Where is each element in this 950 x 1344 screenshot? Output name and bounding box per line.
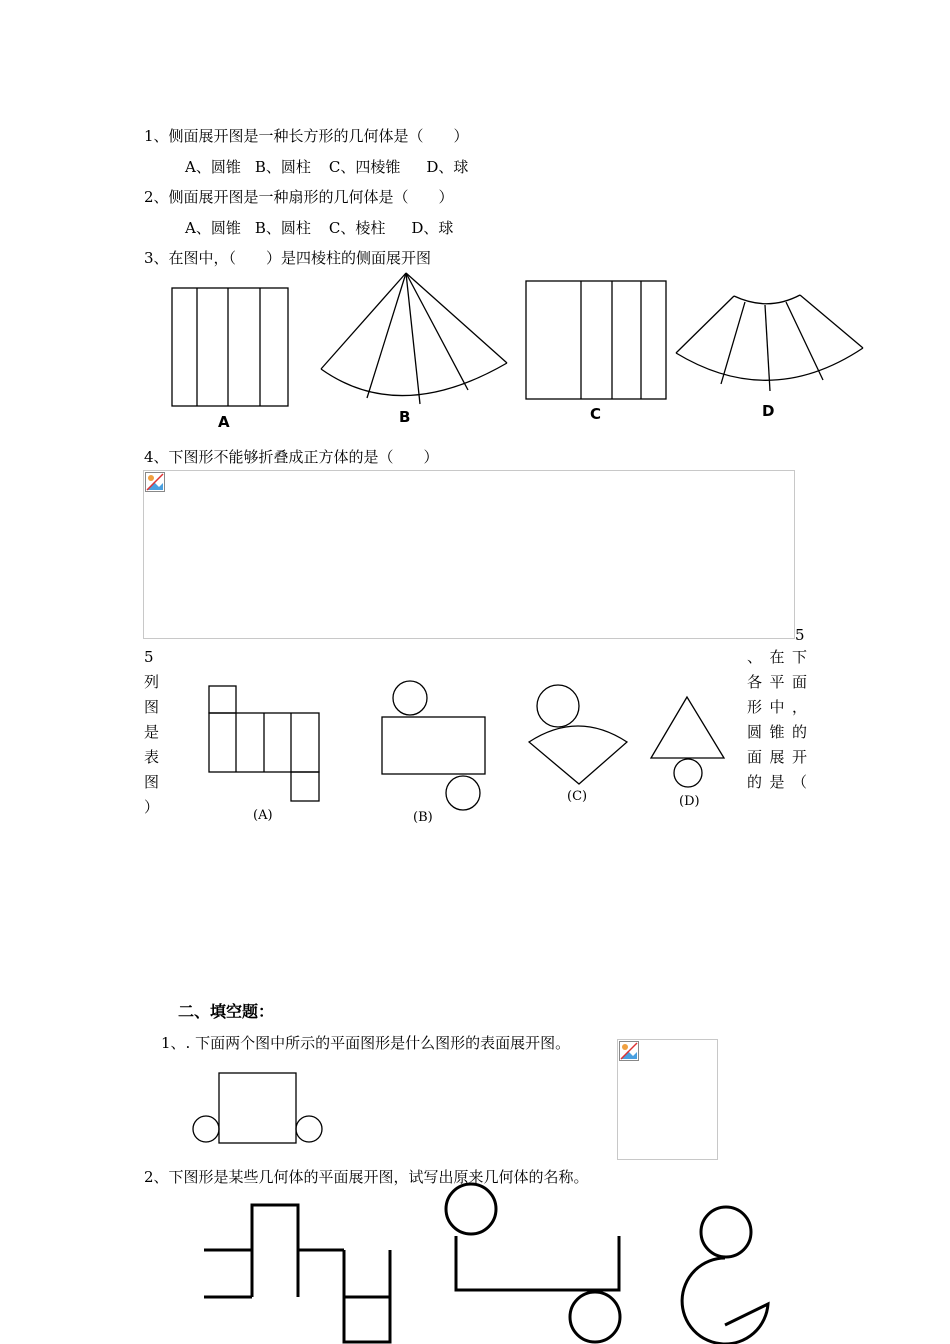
s2-q2-figure-2 [446,1184,620,1342]
section-2-question-2: 2、下图形是某些几何体的平面展开图，试写出原来几何体的名称。 [144,1168,589,1186]
q5-left-char: 5 [144,648,154,666]
q5-label-d: (D) [679,794,700,809]
option-c: C、棱柱 [328,219,386,237]
option-c: C、四棱锥 [328,158,401,176]
q5-left-char: 图 [144,698,160,716]
question-2-text: 2、侧面展开图是一种扇形的几何体是（ ） [144,188,454,206]
q3-label-c: C [590,405,602,423]
q5-left-char: ） [144,798,160,816]
q5-left-char: 列 [144,673,160,691]
q3-label-b: B [399,408,411,426]
question-4-text: 4、下图形不能够折叠成正方体的是（ ） [144,448,439,466]
q5-left-char: 图 [144,773,160,791]
s2-q2-figure-1 [204,1205,390,1342]
option-b: B、圆柱 [254,219,311,237]
q5-left-char: 表 [144,748,160,766]
q5-number: 5 [795,626,805,644]
section-2-heading: 二、填空题： [178,1002,275,1021]
q3-label-d: D [762,402,775,420]
q5-right-line: 、在下 [747,648,807,666]
q3-label-a: A [218,413,230,431]
option-d: D、球 [426,158,469,176]
section-2-question-1: 1、. 下面两个图中所示的平面图形是什么图形的表面展开图。 [161,1034,571,1052]
q5-right-line: 面展开 [747,748,807,766]
option-d: D、球 [411,219,454,237]
option-b: B、圆柱 [254,158,311,176]
s2-q2-figure-3 [682,1207,768,1344]
option-a: A、圆锥 [185,158,241,176]
q5-left-char: 是 [144,723,160,741]
q5-right-line: 圆锥的 [747,723,807,741]
q5-right-line: 的是（ [747,773,807,791]
q5-label-a: (A) [253,808,273,823]
option-a: A、圆锥 [185,219,241,237]
q5-label-c: (C) [567,789,588,804]
q5-right-line: 各平面 [747,673,807,691]
q5-right-line: 形中， [747,698,807,716]
q5-label-b: (B) [413,810,433,825]
question-1-text: 1、侧面展开图是一种长方形的几何体是（ ） [144,127,469,145]
question-3-text: 3、在图中，（ ）是四棱柱的侧面展开图 [144,249,432,267]
